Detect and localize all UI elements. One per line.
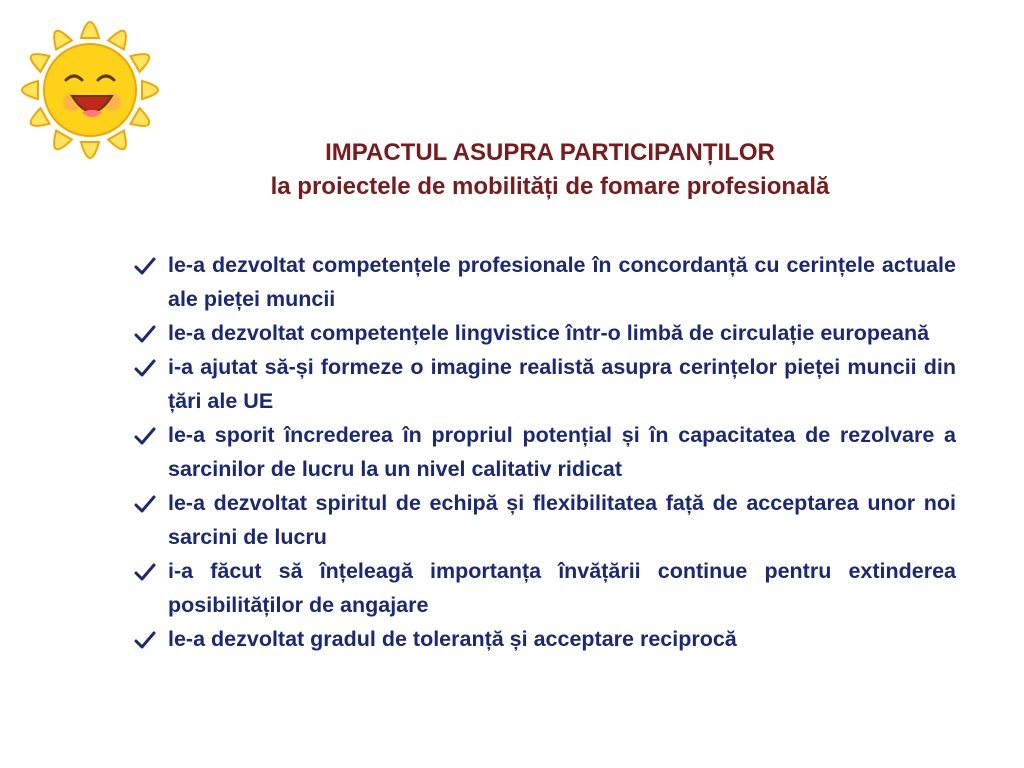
checkmark-icon bbox=[134, 563, 156, 581]
list-item-text: le-a dezvoltat gradul de toleranță și acceptare reciprocă bbox=[168, 627, 737, 651]
list-item bbox=[134, 554, 956, 622]
list-item-text: le-a dezvoltat competențele lingvistice într-o limbă de circulație europeană bbox=[168, 321, 930, 345]
impact-list bbox=[134, 248, 956, 656]
list-item-text: i-a făcut să înțeleagă importanța învățării continue pentru extinderea posibilităților de angajare bbox=[168, 559, 956, 617]
list-item bbox=[134, 418, 956, 486]
checkmark-icon bbox=[134, 257, 156, 275]
checkmark-icon bbox=[134, 325, 156, 343]
checkmark-icon bbox=[134, 359, 156, 377]
list-item bbox=[134, 316, 956, 350]
list-item bbox=[134, 248, 956, 316]
checkmark-icon bbox=[134, 631, 156, 649]
list-item bbox=[134, 486, 956, 554]
list-item-text: i-a ajutat să-și formeze o imagine realistă asupra cerințelor pieței muncii din țări ale UE bbox=[168, 355, 956, 413]
list-item bbox=[134, 622, 956, 656]
list-item-text: le-a dezvoltat competențele profesionale în concordanță cu cerințele actuale ale pieței muncii bbox=[168, 253, 956, 311]
checkmark-icon bbox=[134, 495, 156, 513]
page-title: IMPACTUL ASUPRA PARTICIPANȚILOR bbox=[325, 139, 775, 166]
page-subtitle: la proiectele de mobilități de fomare profesională bbox=[270, 173, 830, 200]
list-item-text: le-a dezvoltat spiritul de echipă și flexibilitatea față de acceptarea unor noi sarcini de lucru bbox=[168, 491, 956, 549]
checkmark-icon bbox=[134, 427, 156, 445]
list-item bbox=[134, 350, 956, 418]
list-item-text: le-a sporit încrederea în propriul potențial și în capacitatea de rezolvare a sarcinilor de lucru la un nivel calitativ ridicat bbox=[168, 423, 956, 481]
title-block bbox=[150, 136, 950, 204]
